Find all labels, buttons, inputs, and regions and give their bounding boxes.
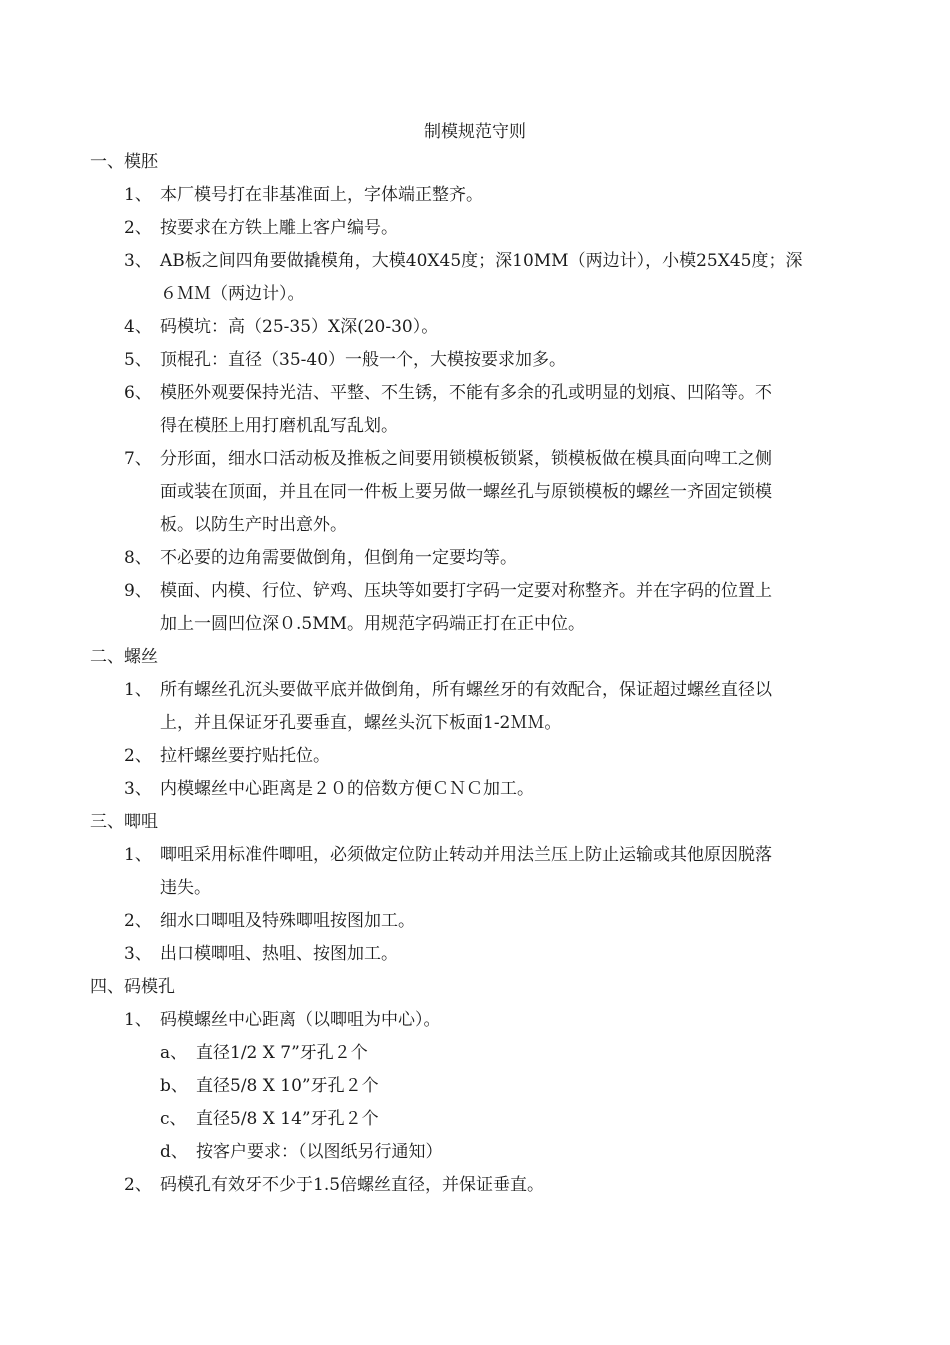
item-text: 内模螺丝中心距离是２０的倍数方便ＣＮＣ加工。 [160, 779, 534, 799]
item-text: 模胚外观要保持光洁、平整、不生锈，不能有多余的孔或明显的划痕、凹陷等。不 [160, 383, 772, 403]
item-text: 分形面，细水口活动板及推板之间要用锁模板锁紧，锁模板做在模具面向啤工之侧 [160, 449, 772, 469]
item-text: 违失。 [160, 878, 211, 898]
item-text: 加上一圆凹位深０.5MM。用规范字码端正打在正中位。 [160, 614, 586, 634]
item-number: 8、 [124, 548, 152, 568]
item-number: 2、 [124, 218, 152, 238]
item-text: 本厂模号打在非基准面上，字体端正整齐。 [160, 185, 483, 205]
section-heading: 四、码模孔 [90, 977, 175, 997]
item-number: 1、 [124, 845, 152, 865]
item-text: 拉杆螺丝要拧贴托位。 [160, 746, 330, 766]
item-number: 1、 [124, 1010, 152, 1030]
item-text: 不必要的边角需要做倒角，但倒角一定要均等。 [160, 548, 517, 568]
item-text: 顶棍孔：直径（35-40）一般一个，大模按要求加多。 [160, 350, 567, 370]
item-number: 4、 [124, 317, 152, 337]
item-text: 面或装在顶面，并且在同一件板上要另做一螺丝孔与原锁模板的螺丝一齐固定锁模 [160, 482, 772, 502]
item-number: 1、 [124, 185, 152, 205]
item-text: 所有螺丝孔沉头要做平底并做倒角，所有螺丝牙的有效配合，保证超过螺丝直径以 [160, 680, 772, 700]
subitem-text: 直径1/2 X 7”牙孔２个 [196, 1043, 368, 1063]
item-number: 1、 [124, 680, 152, 700]
item-text: 模面、内模、行位、铲鸡、压块等如要打字码一定要对称整齐。并在字码的位置上 [160, 581, 772, 601]
item-text: 出口模唧咀、热咀、按图加工。 [160, 944, 398, 964]
item-text: 上，并且保证牙孔要垂直，螺丝头沉下板面1-2ＭＭ。 [160, 713, 562, 733]
item-number: 5、 [124, 350, 152, 370]
item-text: 板。以防生产时出意外。 [160, 515, 347, 535]
subitem-label: d、 [160, 1142, 188, 1162]
item-number: 3、 [124, 944, 152, 964]
subitem-label: b、 [160, 1076, 188, 1096]
item-number: 2、 [124, 746, 152, 766]
item-text: 码模孔有效牙不少于1.5倍螺丝直径，并保证垂直。 [160, 1175, 545, 1195]
item-text: AB板之间四角要做撬模角，大模40X45度；深10MM（两边计），小模25X45度；深 [160, 251, 803, 271]
subitem-text: 按客户要求：（以图纸另行通知） [196, 1142, 443, 1162]
item-number: 6、 [124, 383, 152, 403]
subitem-text: 直径5/8 X 10”牙孔２个 [196, 1076, 379, 1096]
item-text: 码模螺丝中心距离（以唧咀为中心）。 [160, 1010, 441, 1030]
item-text: 得在模胚上用打磨机乱写乱划。 [160, 416, 398, 436]
item-text: 码模坑：高（25-35）X深(20-30）。 [160, 317, 439, 337]
item-number: 9、 [124, 581, 152, 601]
section-heading: 一、模胚 [90, 152, 158, 172]
subitem-label: a、 [160, 1043, 188, 1063]
subitem-label: c、 [160, 1109, 187, 1129]
item-number: 3、 [124, 779, 152, 799]
item-text: 按要求在方铁上雕上客户编号。 [160, 218, 398, 238]
item-number: 2、 [124, 911, 152, 931]
item-number: 3、 [124, 251, 152, 271]
document-title: 制模规范守则 [424, 122, 526, 142]
item-number: 2、 [124, 1175, 152, 1195]
section-heading: 三、唧咀 [90, 812, 158, 832]
item-number: 7、 [124, 449, 152, 469]
item-text: ６ＭＭ（两边计）。 [160, 284, 305, 304]
subitem-text: 直径5/8 X 14”牙孔２个 [196, 1109, 379, 1129]
item-text: 细水口唧咀及特殊唧咀按图加工。 [160, 911, 415, 931]
section-heading: 二、螺丝 [90, 647, 158, 667]
item-text: 唧咀采用标准件唧咀，必须做定位防止转动并用法兰压上防止运输或其他原因脱落 [160, 845, 772, 865]
